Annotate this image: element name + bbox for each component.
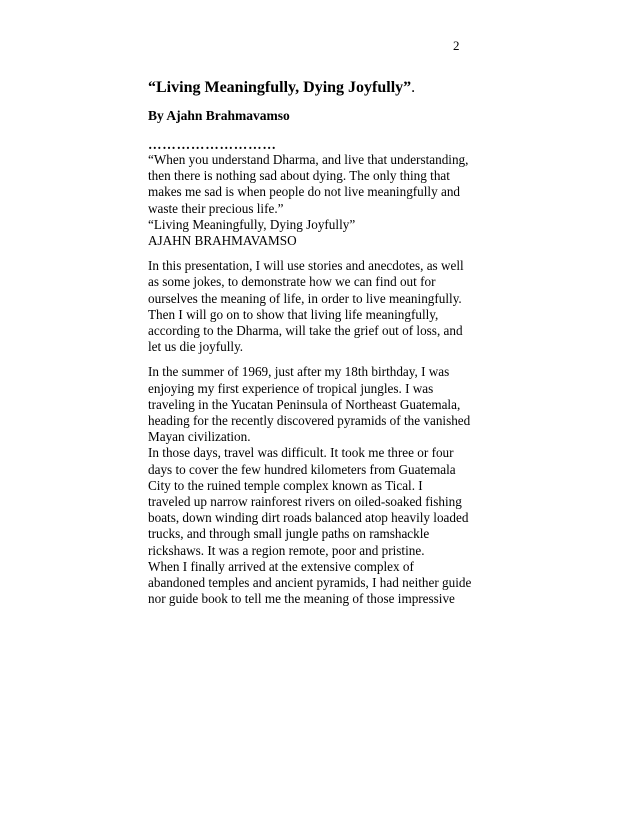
paragraph-line: In the summer of 1969, just after my 18th birthday, I was	[148, 364, 450, 380]
quote-line: then there is nothing sad about dying. The only thing that	[148, 168, 450, 184]
paragraph-arrival	[148, 558, 472, 608]
paragraph-line: according to the Dharma, will take the grief out of loss, and	[148, 323, 463, 339]
paragraph-introduction	[148, 258, 468, 355]
document-title	[148, 78, 415, 98]
paragraph-line: days to cover the few hundred kilometers from Guatemala	[148, 461, 456, 477]
paragraph-line: let us die joyfully.	[148, 339, 244, 355]
author-byline: By Ajahn Brahmavamso	[148, 108, 290, 123]
paragraph-line: ourselves the meaning of life, in order to live meaningfully.	[148, 290, 462, 306]
paragraph-line: heading for the recently discovered pyramids of the vanished	[148, 413, 471, 429]
paragraph-line: trucks, and through small jungle paths on ramshackle	[148, 526, 430, 542]
page-number: 2	[453, 38, 460, 53]
title-period: .	[411, 79, 416, 96]
paragraph-line: Mayan civilization.	[148, 429, 251, 445]
quote-line: “When you understand Dharma, and live that understanding,	[148, 152, 469, 167]
paragraph-line: rickshaws. It was a region remote, poor and pristine.	[148, 542, 425, 558]
opening-quote	[148, 152, 468, 249]
paragraph-line: In this presentation, I will use stories and anecdotes, as well	[148, 258, 464, 274]
paragraph-line: abandoned temples and ancient pyramids, I had neither guide	[148, 575, 472, 591]
paragraph-line: boats, down winding dirt roads balanced atop heavily loaded	[148, 510, 469, 526]
paragraph-line: enjoying my first experience of tropical jungles. I was	[148, 380, 434, 396]
paragraph-line: as some jokes, to demonstrate how we can find out for	[148, 274, 436, 290]
quote-line: waste their precious life.”	[148, 200, 284, 216]
paragraph-travel	[148, 445, 468, 558]
title-text: “Living Meaningfully, Dying Joyfully”	[148, 79, 412, 96]
paragraph-line: In those days, travel was difficult. It took me three or four	[148, 445, 454, 461]
paragraph-line: Then I will go on to show that living life meaningfully,	[148, 306, 439, 322]
paragraph-summer-1969	[148, 364, 471, 445]
separator-dots: ………………………	[148, 137, 277, 152]
document-body	[148, 152, 472, 607]
paragraph-line: traveling in the Yucatan Peninsula of Northeast Guatemala,	[148, 396, 461, 412]
quote-line: makes me sad is when people do not live meaningfully and	[148, 184, 461, 200]
paragraph-line: traveled up narrow rainforest rivers on oiled-soaked fishing	[148, 494, 462, 510]
quote-line: AJAHN BRAHMAVAMSO	[148, 233, 297, 249]
paragraph-line: City to the ruined temple complex known as Tical. I	[148, 477, 423, 493]
quote-line: “Living Meaningfully, Dying Joyfully”	[148, 216, 356, 232]
paragraph-line: nor guide book to tell me the meaning of those impressive	[148, 591, 455, 607]
paragraph-line: When I finally arrived at the extensive complex of	[148, 558, 414, 574]
